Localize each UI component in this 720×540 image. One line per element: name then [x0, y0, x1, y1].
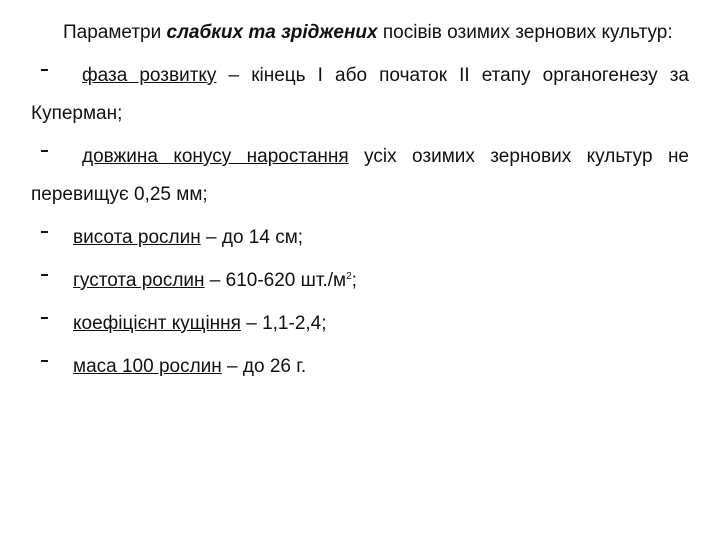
- item-text: – до 14 см;: [200, 227, 304, 248]
- dash-bullet: [41, 299, 52, 337]
- item-text: усіх озимих зернових культур не перевищує 0,25 мм;: [31, 146, 690, 205]
- item-text: – кінець I або початок II етапу органогенезу за Куперман;: [31, 65, 689, 124]
- list-item-mass-100-plants: [31, 348, 689, 386]
- item-term: коефіцієнт кущіння: [73, 313, 241, 334]
- list-item-plant-height: [31, 219, 689, 257]
- dash-bullet: [41, 342, 52, 380]
- dash-bullet: [41, 51, 52, 89]
- item-term: густота рослин: [73, 270, 205, 291]
- list-item-cone-length: [31, 138, 689, 214]
- item-text: – 610-620 шт./м: [204, 270, 347, 291]
- intro-paragraph: [31, 14, 689, 52]
- intro-rest: посівів озимих зернових культур:: [377, 22, 673, 43]
- item-term: довжина конусу наростання: [82, 146, 349, 167]
- dash-bullet: [41, 256, 52, 294]
- list-item-tillering-coefficient: [31, 305, 689, 343]
- intro-emphasis: слабких та зріджених: [166, 22, 378, 43]
- item-text: – до 26 г.: [221, 356, 307, 377]
- item-superscript: 2: [346, 271, 352, 282]
- item-tail: ;: [351, 270, 357, 291]
- list-item-growth-phase: [31, 57, 689, 133]
- item-term: фаза розвитку: [82, 65, 217, 86]
- list-item-plant-density: [31, 262, 689, 300]
- intro-lead: Параметри: [63, 22, 167, 43]
- dash-bullet: [41, 132, 52, 170]
- item-text: – 1,1-2,4;: [240, 313, 327, 334]
- item-term: висота рослин: [73, 227, 201, 248]
- item-term: маса 100 рослин: [73, 356, 222, 377]
- dash-bullet: [41, 213, 52, 251]
- content-block: [31, 14, 689, 386]
